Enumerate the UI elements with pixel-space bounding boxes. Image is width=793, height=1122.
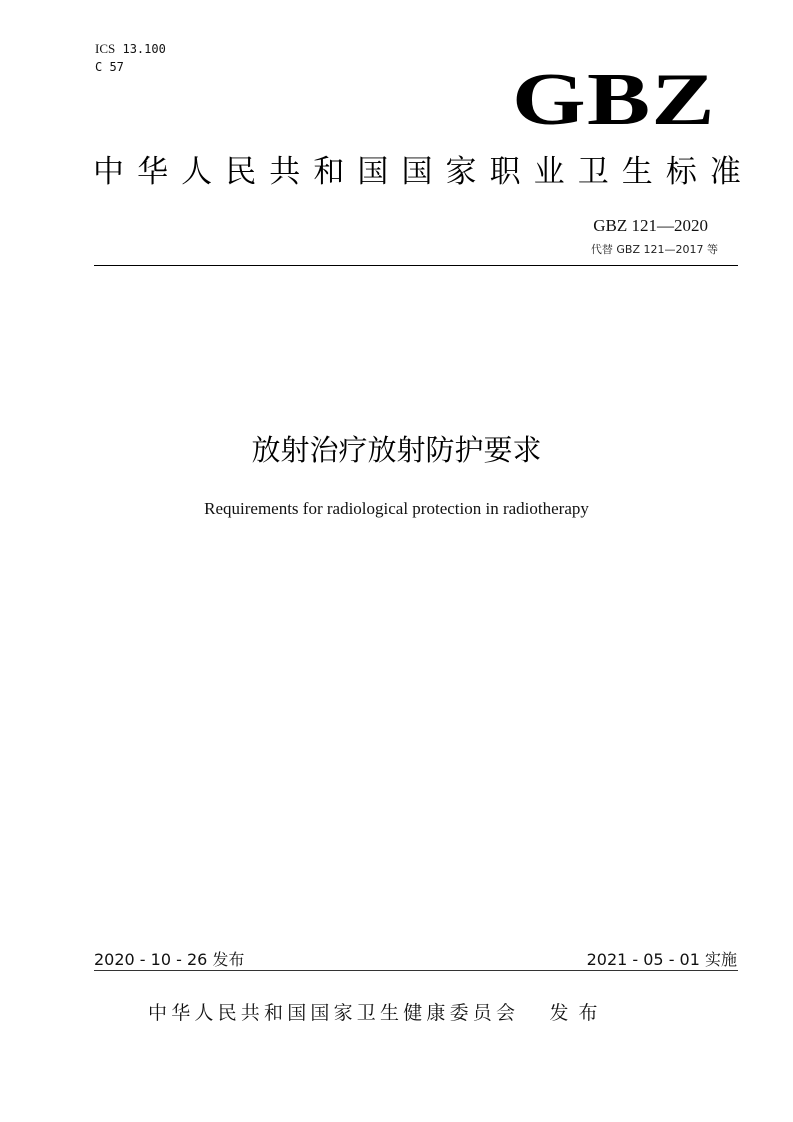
category-char: 中: [93, 154, 124, 190]
publisher-name: 中华人民共和国国家卫生健康委员会: [148, 1002, 520, 1024]
category-char: 和: [313, 154, 345, 190]
category-char: 职: [489, 154, 521, 190]
gbz-logo: GBZ: [512, 59, 716, 141]
footer-divider: [94, 970, 738, 971]
category-char: 家: [445, 154, 477, 190]
ics-label: ICS: [95, 41, 116, 56]
category-char: 生: [621, 154, 653, 190]
replaces-note: 代替 GBZ 121—2017 等: [590, 243, 718, 256]
document-title-chinese: 放射治疗放射防护要求: [251, 433, 542, 467]
ics-code: [95, 40, 166, 58]
category-char: 卫: [577, 154, 609, 190]
category-char: 国: [357, 154, 389, 190]
category-char: 民: [225, 154, 257, 190]
category-char: 业: [533, 154, 565, 190]
standard-category-title: [93, 152, 741, 192]
standard-number: GBZ 121—2020: [593, 216, 708, 235]
publisher-line: [148, 1001, 607, 1025]
publish-date: 2020 - 10 - 26 发布: [94, 950, 245, 969]
category-char: 华: [137, 154, 169, 190]
effective-date: 2021 - 05 - 01 实施: [586, 950, 737, 969]
publish-word: 发布: [549, 1002, 608, 1024]
document-title-english: Requirements for radiological protection in radiotherapy: [204, 499, 589, 518]
category-char: 人: [181, 154, 213, 190]
header-divider: [94, 265, 738, 266]
category-char: 标: [665, 154, 697, 190]
classification-codes: [95, 40, 166, 76]
category-char: 共: [269, 154, 301, 190]
ics-number: 13.100: [122, 42, 166, 56]
ccs-code: C 57: [95, 60, 124, 74]
category-char: 国: [401, 154, 433, 190]
category-char: 准: [709, 154, 741, 190]
